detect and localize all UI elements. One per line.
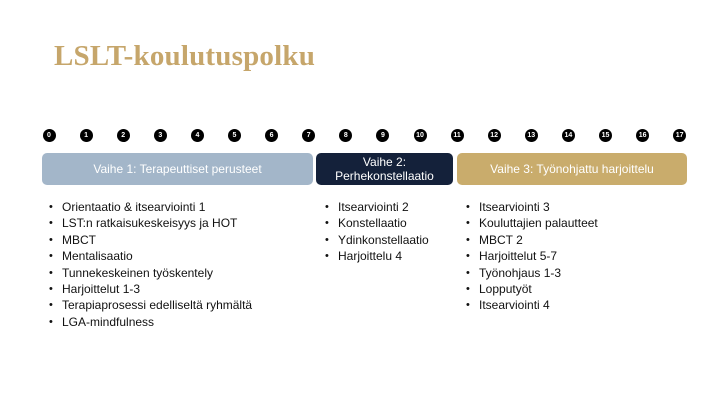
list-item: • Kouluttajien palautteet	[463, 215, 598, 231]
timeline-marker-2: 2	[117, 129, 130, 142]
list-item: • Itsearviointi 2	[322, 199, 429, 215]
timeline-marker-5: 5	[228, 129, 241, 142]
list-item: • Orientaatio & itsearviointi 1	[46, 199, 252, 215]
phase-2-list	[322, 199, 429, 265]
timeline-marker-3: 3	[154, 129, 167, 142]
page-title: LSLT-koulutuspolku	[54, 40, 316, 72]
list-item: • Mentalisaatio	[46, 248, 252, 264]
phase-3-list	[463, 199, 598, 314]
list-item: • Tunnekeskeinen työskentely	[46, 265, 252, 281]
phase-1-banner: Vaihe 1: Terapeuttiset perusteet	[42, 153, 313, 185]
timeline-marker-16: 16	[636, 129, 649, 142]
list-item: • Itsearviointi 3	[463, 199, 598, 215]
timeline-marker-13: 13	[525, 129, 538, 142]
list-item: • LST:n ratkaisukeskeisyys ja HOT	[46, 215, 252, 231]
phase-2-banner: Vaihe 2: Perhekonstellaatio	[316, 153, 453, 185]
list-item: • LGA-mindfulness	[46, 314, 252, 330]
timeline-marker-10: 10	[414, 129, 427, 142]
timeline-marker-12: 12	[488, 129, 501, 142]
phase-1-list	[46, 199, 252, 330]
list-item: • Harjoittelut 5-7	[463, 248, 598, 264]
list-item: • Konstellaatio	[322, 215, 429, 231]
list-item: • MBCT	[46, 232, 252, 248]
timeline-marker-6: 6	[265, 129, 278, 142]
timeline-marker-11: 11	[451, 129, 464, 142]
list-item: • Terapiaprosessi edelliseltä ryhmältä	[46, 297, 252, 313]
timeline-marker-8: 8	[339, 129, 352, 142]
list-item: • Harjoittelu 4	[322, 248, 429, 264]
timeline-marker-17: 17	[673, 129, 686, 142]
timeline-marker-15: 15	[599, 129, 612, 142]
list-item: • Työnohjaus 1-3	[463, 265, 598, 281]
timeline-marker-1: 1	[80, 129, 93, 142]
list-item: • Ydinkonstellaatio	[322, 232, 429, 248]
list-item: • MBCT 2	[463, 232, 598, 248]
timeline-marker-0: 0	[43, 129, 56, 142]
timeline-marker-7: 7	[302, 129, 315, 142]
list-item: • Lopputyöt	[463, 281, 598, 297]
timeline-marker-9: 9	[376, 129, 389, 142]
timeline	[0, 129, 720, 143]
phase-3-banner: Vaihe 3: Työnohjattu harjoittelu	[457, 153, 687, 185]
list-item: • Itsearviointi 4	[463, 297, 598, 313]
timeline-marker-14: 14	[562, 129, 575, 142]
timeline-marker-4: 4	[191, 129, 204, 142]
list-item: • Harjoittelut 1-3	[46, 281, 252, 297]
